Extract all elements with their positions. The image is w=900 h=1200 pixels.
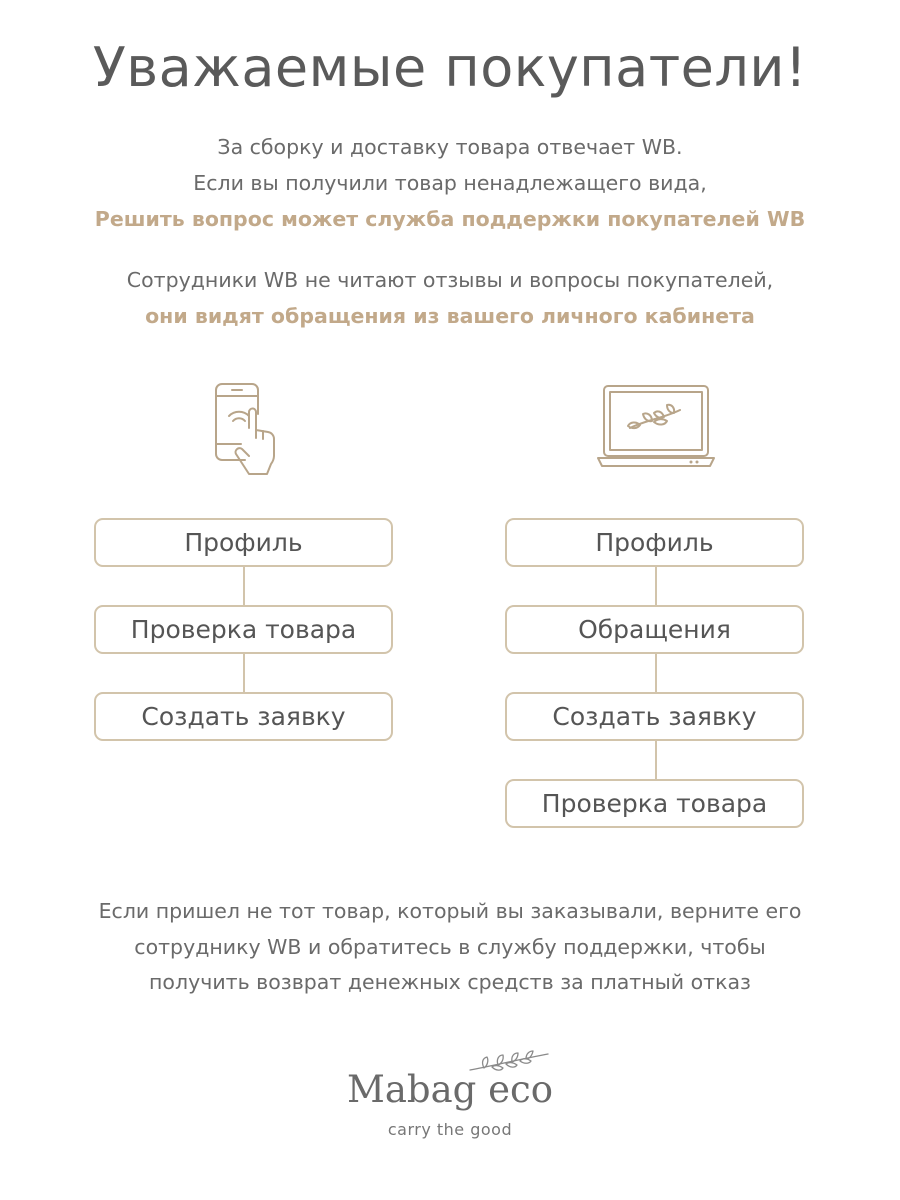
mobile-step-create-request: Создать заявку xyxy=(94,692,393,741)
desktop-step-product-check: Проверка товара xyxy=(505,779,804,828)
mobile-flow-connector-1 xyxy=(243,566,245,606)
intro-line-5-highlight: они видят обращения из вашего личного кабинета xyxy=(145,304,755,328)
footer-note-line-2: сотруднику WB и обратитесь в службу поддержки, чтобы xyxy=(134,935,766,959)
brand-logo-name: Mabag eco xyxy=(346,1068,554,1111)
page-title: Уважаемые покупатели! xyxy=(92,36,808,99)
mobile-flow-connector-2 xyxy=(243,653,245,693)
intro-line-1: За сборку и доставку товара отвечает WB. xyxy=(217,135,683,159)
desktop-flow-connector-3 xyxy=(655,740,657,780)
desktop-flow-connector-1 xyxy=(655,566,657,606)
intro-line-3-highlight: Решить вопрос может служба поддержки покупателей WB xyxy=(94,207,806,231)
intro-line-2: Если вы получили товар ненадлежащего вида, xyxy=(193,171,707,195)
footer-note-line-3: получить возврат денежных средств за платный отказ xyxy=(149,970,751,994)
desktop-step-appeals: Обращения xyxy=(505,605,804,654)
desktop-step-profile: Профиль xyxy=(505,518,804,567)
desktop-step-create-request: Создать заявку xyxy=(505,692,804,741)
smartphone-tap-icon xyxy=(205,378,295,482)
laptop-icon xyxy=(594,380,718,472)
brand-tagline: carry the good xyxy=(387,1120,513,1139)
intro-line-4: Сотрудники WB не читают отзывы и вопросы покупателей, xyxy=(126,268,774,292)
mobile-step-profile: Профиль xyxy=(94,518,393,567)
footer-note-line-1: Если пришел не тот товар, который вы заказывали, верните его xyxy=(98,899,802,923)
desktop-flow-connector-2 xyxy=(655,653,657,693)
mobile-step-product-check: Проверка товара xyxy=(94,605,393,654)
